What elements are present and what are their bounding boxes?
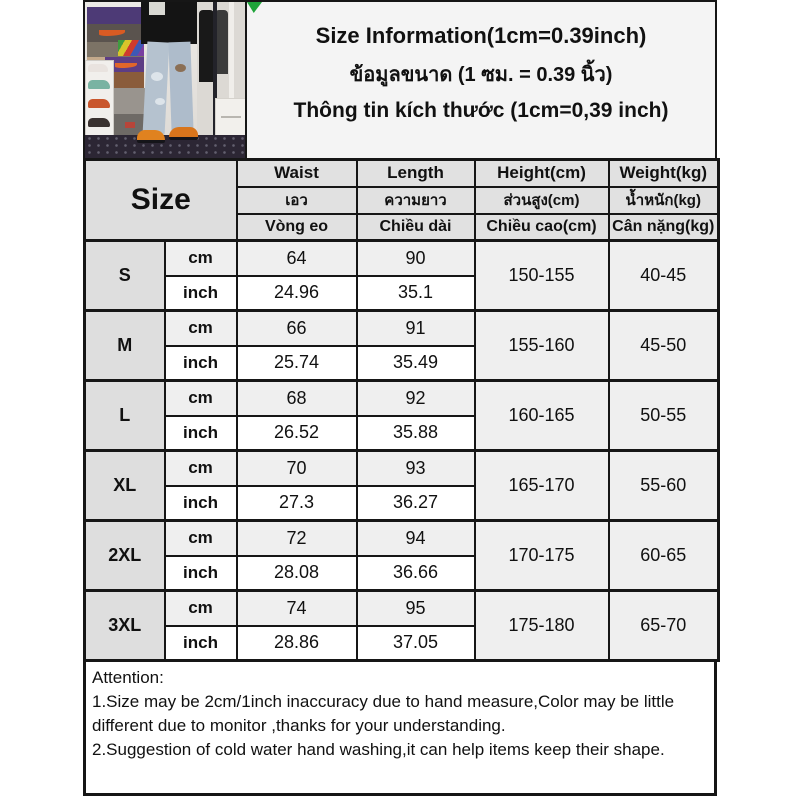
photo-jeans-rip [175, 64, 186, 72]
m-weight: 45-50 [609, 311, 719, 381]
photo-storage-bin [114, 88, 146, 116]
l-length-inch: 35.88 [357, 416, 475, 451]
3xl-length-cm: 95 [357, 591, 475, 626]
col-header-waist-th: เอว [237, 187, 357, 214]
3xl-length-inch: 37.05 [357, 626, 475, 661]
content-area [83, 0, 717, 796]
col-header-weight-vi: Cân nặng(kg) [609, 214, 719, 241]
col-header-weight-en: Weight(kg) [609, 160, 719, 187]
m-length-cm: 91 [357, 311, 475, 346]
photo-sneaker-teal [88, 80, 110, 89]
xl-waist-inch: 27.3 [237, 486, 357, 521]
2xl-weight: 60-65 [609, 521, 719, 591]
title-thai: ข้อมูลขนาด (1 ซม. = 0.39 นิ้ว) [349, 64, 613, 86]
photo-shirt-graphic [149, 2, 165, 15]
s-weight: 40-45 [609, 241, 719, 311]
2xl-length-inch: 36.66 [357, 556, 475, 591]
unit-cm-cell: cm [165, 381, 237, 416]
unit-inch-cell: inch [165, 486, 237, 521]
xl-waist-cm: 70 [237, 451, 357, 486]
unit-cm-cell: cm [165, 451, 237, 486]
col-header-length-th: ความยาว [357, 187, 475, 214]
attention-note-1: 1.Size may be 2cm/1inch inaccuracy due to hand measure,Color may be little different due to monitor ,thanks for your understanding. [92, 692, 675, 736]
photo-carpet [85, 135, 245, 158]
size-label-m: M [85, 311, 165, 381]
col-header-weight-th: น้ำหนัก(kg) [609, 187, 719, 214]
xl-weight: 55-60 [609, 451, 719, 521]
m-length-inch: 35.49 [357, 346, 475, 381]
photo-hanging-jacket [199, 10, 214, 82]
xl-height: 165-170 [475, 451, 609, 521]
product-photo [85, 2, 247, 158]
size-label-xl: XL [85, 451, 165, 521]
unit-cm-cell: cm [165, 241, 237, 276]
attention-note-2: 2.Suggestion of cold water hand washing,it can help items keep their shape. [92, 740, 665, 760]
m-waist-cm: 66 [237, 311, 357, 346]
unit-inch-cell: inch [165, 416, 237, 451]
attention-heading: Attention: [92, 668, 164, 687]
green-corner-marker [247, 2, 262, 13]
title-vietnamese: Thông tin kích thước (1cm=0,39 inch) [293, 99, 669, 122]
s-length-cm: 90 [357, 241, 475, 276]
l-height: 160-165 [475, 381, 609, 451]
size-label-l: L [85, 381, 165, 451]
l-length-cm: 92 [357, 381, 475, 416]
2xl-height: 170-175 [475, 521, 609, 591]
photo-model-sneaker-right [169, 127, 198, 140]
photo-jeans-rip [151, 72, 163, 81]
xl-length-cm: 93 [357, 451, 475, 486]
m-height: 155-160 [475, 311, 609, 381]
l-waist-inch: 26.52 [237, 416, 357, 451]
s-length-inch: 35.1 [357, 276, 475, 311]
size-label-2xl: 2XL [85, 521, 165, 591]
top-band [83, 0, 717, 158]
col-header-waist-vi: Vòng eo [237, 214, 357, 241]
3xl-waist-inch: 28.86 [237, 626, 357, 661]
title-english: Size Information(1cm=0.39inch) [315, 23, 647, 48]
2xl-waist-cm: 72 [237, 521, 357, 556]
size-table [83, 158, 720, 662]
size-header-cell: Size [85, 160, 237, 241]
photo-jeans-rip [155, 98, 165, 105]
col-header-height-th: ส่วนสูง(cm) [475, 187, 609, 214]
unit-cm-cell: cm [165, 311, 237, 346]
photo-sneaker-orange [88, 99, 110, 108]
attention-box [83, 662, 717, 796]
photo-shoebox-purple [87, 7, 141, 24]
s-height: 150-155 [475, 241, 609, 311]
m-waist-inch: 25.74 [237, 346, 357, 381]
title-box [247, 2, 715, 158]
col-header-height-vi: Chiều cao(cm) [475, 214, 609, 241]
l-waist-cm: 68 [237, 381, 357, 416]
unit-inch-cell: inch [165, 626, 237, 661]
s-waist-cm: 64 [237, 241, 357, 276]
photo-sneaker-black [88, 118, 110, 127]
photo-white-drawer [215, 98, 247, 138]
unit-inch-cell: inch [165, 346, 237, 381]
col-header-height-en: Height(cm) [475, 160, 609, 187]
l-weight: 50-55 [609, 381, 719, 451]
photo-crate-tag [125, 122, 135, 128]
photo-jeans-right-leg [168, 42, 193, 133]
3xl-weight: 65-70 [609, 591, 719, 661]
size-label-s: S [85, 241, 165, 311]
col-header-length-en: Length [357, 160, 475, 187]
size-label-3xl: 3XL [85, 591, 165, 661]
photo-sneaker-white [88, 64, 108, 72]
2xl-waist-inch: 28.08 [237, 556, 357, 591]
3xl-height: 175-180 [475, 591, 609, 661]
2xl-length-cm: 94 [357, 521, 475, 556]
s-waist-inch: 24.96 [237, 276, 357, 311]
unit-cm-cell: cm [165, 521, 237, 556]
unit-inch-cell: inch [165, 556, 237, 591]
unit-cm-cell: cm [165, 591, 237, 626]
xl-length-inch: 36.27 [357, 486, 475, 521]
photo-drawer-handle [221, 116, 241, 118]
col-header-waist-en: Waist [237, 160, 357, 187]
3xl-waist-cm: 74 [237, 591, 357, 626]
unit-inch-cell: inch [165, 276, 237, 311]
photo-model-sneaker-left [137, 130, 165, 143]
col-header-length-vi: Chiều dài [357, 214, 475, 241]
